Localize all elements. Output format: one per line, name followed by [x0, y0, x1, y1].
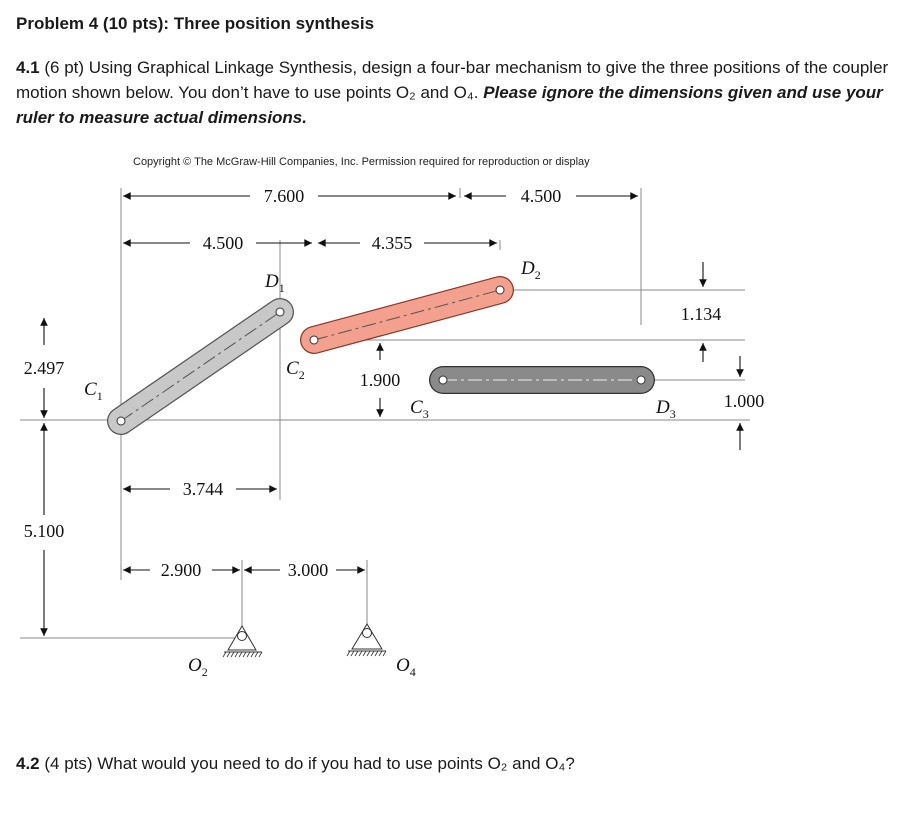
question-4-2	[16, 754, 575, 774]
question-number: 4.2	[16, 754, 40, 773]
label-d2: $D_2$	[521, 258, 541, 282]
copyright-note: Copyright © The McGraw-Hill Companies, Inc. Permission required for reproduction or display	[133, 156, 590, 168]
dim-4500-top: 4.500	[520, 186, 562, 206]
dim-5100: 5.100	[23, 521, 65, 541]
label-o2: $O_2$	[188, 655, 208, 679]
dim-4355: 4.355	[371, 233, 413, 253]
question-text: (6 pt) Using Graphical Linkage Synthesis, design a four-bar mechanism to give the three positions of the coupler motion shown below. You don’t have to use points O₂ and O₄.	[16, 58, 889, 102]
dim-1134: 1.134	[680, 304, 722, 324]
question-text: (4 pts) What would you need to do if you had to use points O₂ and O₄?	[39, 754, 575, 773]
ground-pivot-o2	[223, 626, 262, 657]
question-emphasis: Please ignore the dimensions given and use your ruler to measure actual dimensions.	[16, 83, 883, 127]
label-o4: $O_4$	[396, 655, 416, 679]
dim-3744: 3.744	[182, 479, 224, 499]
dim-1900: 1.900	[359, 370, 401, 390]
link-position-1	[117, 308, 284, 425]
label-d1: $D_1$	[265, 271, 285, 295]
problem-title: Problem 4 (10 pts): Three position synthesis	[16, 14, 375, 33]
ground-pivot-o4	[347, 624, 386, 656]
question-number: 4.1	[16, 58, 40, 77]
link-position-3	[439, 376, 645, 384]
dim-7600: 7.600	[263, 186, 305, 206]
dim-3000: 3.000	[287, 560, 329, 580]
label-c3: $C_3$	[410, 397, 429, 421]
label-d3: $D_3$	[656, 397, 676, 421]
link-position-2	[310, 286, 504, 344]
dim-1000: 1.000	[723, 391, 765, 411]
label-c1: $C_1$	[84, 379, 103, 403]
dim-2900: 2.900	[160, 560, 202, 580]
dim-2497: 2.497	[23, 358, 65, 378]
dim-4500: 4.500	[202, 233, 244, 253]
label-c2: $C_2$	[286, 358, 305, 382]
